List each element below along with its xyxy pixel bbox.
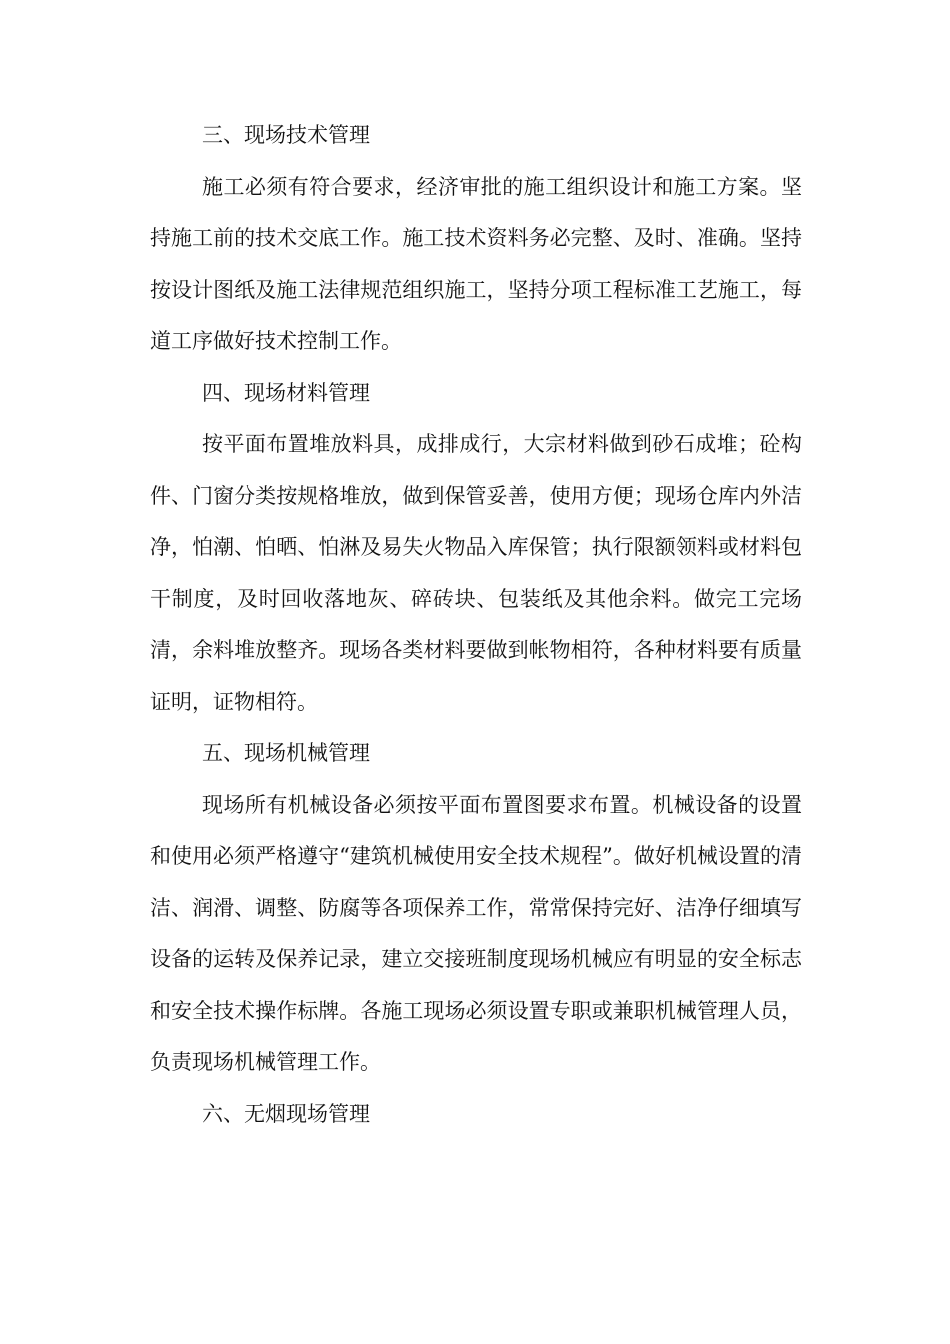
section-body-machinery: 现场所有机械设备必须按平面布置图要求布置。机械设备的设置和使用必须严格遵守“建筑机械使用安全技术规程”。做好机械设置的清洁、润滑、调整、防腐等各项保养工作，常常保持完好、洁净仔细填写设备的运转及保养记录，建立交接班制度现场机械应有明显的安全标志和安全技术操作标牌。各施工现场必须设置专职或兼职机械管理人员，负责现场机械管理工作。 bbox=[150, 792, 802, 1074]
section-heading-materials: 四、现场材料管理 bbox=[202, 380, 370, 405]
section-heading-technical: 三、现场技术管理 bbox=[202, 123, 370, 147]
section-heading-machinery: 五、现场机械管理 bbox=[202, 741, 370, 765]
section-body-technical: 施工必须有符合要求，经济审批的施工组织设计和施工方案。坚持施工前的技术交底工作。施工技术资料务必完整、及时、准确。坚持按设计图纸及施工法律规范组织施工，坚持分项工程标准工艺施工，每道工序做好技术控制工作。 bbox=[150, 174, 802, 353]
section-heading-smoke-free: 六、无烟现场管理 bbox=[202, 1101, 370, 1126]
document-body bbox=[150, 110, 802, 1140]
section-body-materials: 按平面布置堆放料具，成排成行，大宗材料做到砂石成堆；砼构件、门窗分类按规格堆放，做到保管妥善，使用方便；现场仓库内外洁净，怕潮、怕晒、怕淋及易失火物品入库保管；执行限额领料或材料包干制度，及时回收落地灰、碎砖块、包装纸及其他余料。做完工完场清，余料堆放整齐。现场各类材料要做到帐物相符，各种材料要有质量证明，证物相符。 bbox=[150, 432, 802, 714]
